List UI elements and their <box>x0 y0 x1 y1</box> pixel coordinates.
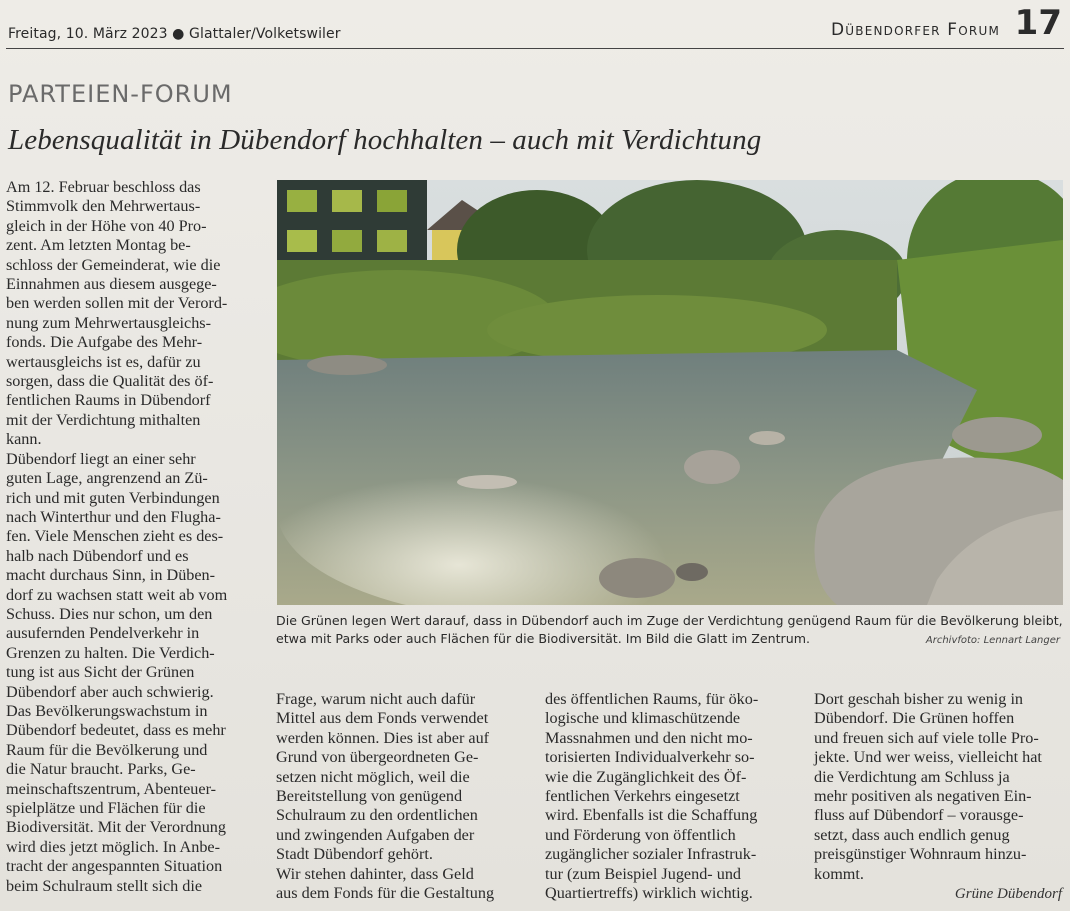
header-date-line: Freitag, 10. März 2023 ● Glattaler/Volketswiler <box>8 26 341 42</box>
photo-credit: Archivfoto: Lennart Langer <box>925 635 1060 646</box>
author-signature: Grüne Dübendorf <box>954 886 1062 902</box>
photo-caption <box>276 612 1066 647</box>
article-column-4: Dort geschah bisher zu wenig in Dübendorf. Die Grünen hoffen und freuen sich auf viele tolle Pro- jekte. Und wer weiss, vielleicht hat die Verdichtung am Schluss ja mehr positiven als negativen Ein- fluss auf Dübendorf – vorausge- setzt, dass auch endlich genug preisgünstiger Wohnraum hinzu- kommt. <box>814 690 1042 883</box>
publication-title: Dübendorfer Forum <box>830 20 1000 40</box>
article-column-2: Frage, warum nicht auch dafür Mittel aus dem Fonds verwendet werden können. Dies ist aber auf Grund von übergeordneten Ge- setzen nicht möglich, weil die Bereitstellung von genügend Schulraum zu den ordentlichen und zwingenden Aufgaben der Stadt Dübendorf gehört. Wir stehen dahinter, dass Geld aus dem Fonds für die Gestaltung <box>276 690 495 903</box>
article-column-1: Am 12. Februar beschloss das Stimmvolk den Mehrwertaus- gleich in der Höhe von 40 Pro- zent. Am letzten Montag be- schloss der Gemeinderat, wie die Einnahmen aus diesem ausgege- ben werden sollen mit der Verord- nung zum Mehrwertausgleichs- fonds. Die Aufgabe des Mehr- wertausgleichs ist es, dafür zu sorgen, dass die Qualität des öf- fentlichen Raums in Dübendorf mit der Verdichtung mithalten kann. Dübendorf liegt an einer sehr guten Lage, angrenzend an Zü- rich und mit guten Verbindungen nach Winterthur und den Flugha- fen. Viele Menschen zieht es des- halb nach Dübendorf und es macht durchaus Sinn, in Düben- dorf zu wachsen statt weit ab vom Schuss. Dies nur schon, um den ausufernden Pendelverkehr in Grenzen zu halten. Die Verdich- tung ist aus Sicht der Grünen Dübendorf aber auch schwierig. Das Bevölkerungswachstum in Dübendorf bedeutet, dass es mehr Raum für die Bevölkerung und die Natur braucht. Parks, Ge- meinschaftszentrum, Abenteuer- spielplätze und Flächen für die Biodiversität. Mit der Verordnung wird dies jetzt möglich. In Anbe- tracht der angespannten Situation beim Schulraum stellt sich die <box>6 178 228 895</box>
river-photo <box>277 180 1063 605</box>
river-photo-illustration <box>277 180 1063 605</box>
header-rule <box>6 48 1064 49</box>
section-label: PARTEIEN-FORUM <box>8 80 233 108</box>
page-number: 17 <box>1014 3 1062 43</box>
article-column-3: des öffentlichen Raums, für öko- logische und klimaschützende Massnahmen und den nicht mo- torisierten Individualverkehr so- wie die Zugänglichkeit des Öf- fentlichen Verkehrs eingesetzt wird. Ebenfalls ist die Schaffung und Förderung von öffentlich zugänglicher sozialer Infrastruk- tur (zum Beispiel Jugend- und Quartiertreffs) wirklich wichtig. <box>545 690 759 903</box>
headline: Lebensqualität in Dübendorf hochhalten – auch mit Verdichtung <box>8 124 762 156</box>
caption-text: Die Grünen legen Wert darauf, dass in Dübendorf auch im Zuge der Verdichtung genügend Raum für die Bevölkerung bleibt, etwa mit Parks oder auch Flächen für die Biodiversität. Im Bild die Glatt im Zentrum. <box>276 613 1063 646</box>
